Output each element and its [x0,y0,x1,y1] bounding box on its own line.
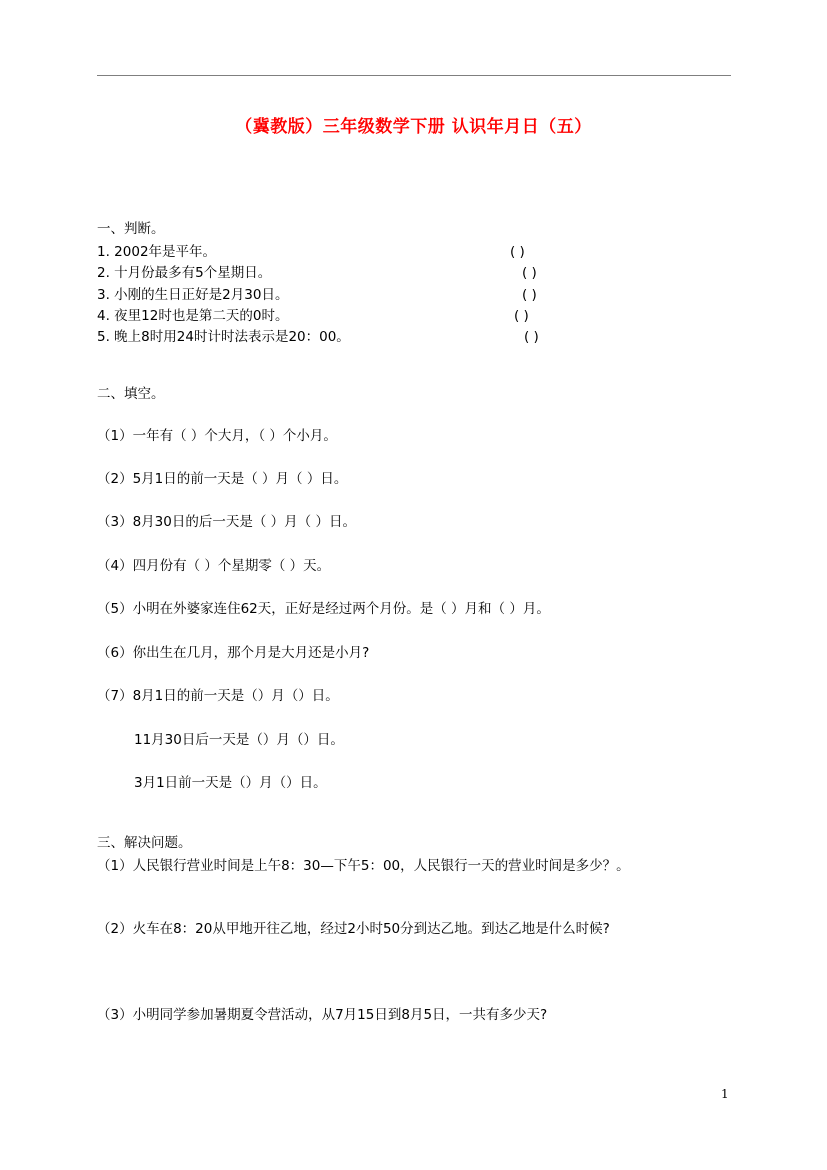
section2-heading: 二、填空。 [97,386,165,402]
fill-item-5: （5）小明在外婆家连住62天，正好是经过两个月份。是（ ）月和（ ）月。 [97,601,550,617]
header-rule [97,75,731,76]
fill-item-4: （4）四月份有（ ）个星期零（ ）天。 [97,558,331,574]
judge-item-1: 1. 2002年是平年。 [97,244,217,260]
fill-item-7b: 11月30日后一天是（）月（）日。 [134,732,344,748]
fill-item-2: （2）5月1日的前一天是（ ）月（ ）日。 [97,471,348,487]
fill-item-1: （1）一年有（ ）个大月，（ ）个小月。 [97,428,337,444]
judge-item-4: 4. 夜里12时也是第二天的0时。 [97,308,289,324]
problem-1: （1）人民银行营业时间是上午8：30—下午5：00，人民银行一天的营业时间是多少？。 [97,858,630,874]
page-number: 1 [721,1087,729,1101]
judge-answer-5: ( ) [524,329,539,345]
fill-item-7: （7）8月1日的前一天是（）月（）日。 [97,688,339,704]
page-title: （冀教版）三年级数学下册 认识年月日（五） [235,117,592,137]
section3-heading: 三、解决问题。 [97,835,192,851]
fill-item-3: （3）8月30日的后一天是（ ）月（ ）日。 [97,514,356,530]
judge-item-5: 5. 晚上8时用24时计时法表示是20：00。 [97,329,350,345]
problem-2: （2）火车在8：20从甲地开往乙地，经过2小时50分到达乙地。到达乙地是什么时候? [97,921,610,937]
judge-answer-4: ( ) [514,308,529,324]
judge-answer-2: ( ) [522,265,537,281]
judge-answer-3: ( ) [522,287,537,303]
judge-answer-1: ( ) [510,244,525,260]
fill-item-6: （6）你出生在几月，那个月是大月还是小月? [97,645,370,661]
judge-item-2: 2. 十月份最多有5个星期日。 [97,265,272,281]
fill-item-7c: 3月1日前一天是（）月（）日。 [134,775,327,791]
judge-item-3: 3. 小刚的生日正好是2月30日。 [97,287,289,303]
section1-heading: 一、判断。 [97,221,165,237]
problem-3: （3）小明同学参加暑期夏令营活动，从7月15日到8月5日，一共有多少天? [97,1007,548,1023]
